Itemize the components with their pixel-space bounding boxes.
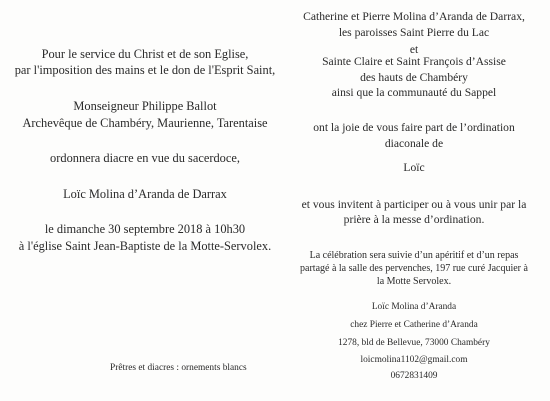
- announcer-parish-2: Sainte Claire et Saint François d’Assise: [322, 55, 506, 68]
- contact-phone: 0672831409: [390, 371, 438, 381]
- reception-line-1: La célébration sera suivie d’un apéritif et d’un repas: [309, 250, 519, 261]
- announcer-parents: Catherine et Pierre Molina d’Aranda de Darrax,: [303, 10, 525, 23]
- reception-line-3: la Motte Servolex.: [376, 276, 452, 287]
- contact-name: Loïc Molina d’Aranda: [371, 302, 457, 312]
- ordinand-first-name: Loïc: [403, 161, 425, 174]
- announcer-conjunction: et: [409, 43, 419, 56]
- ceremony-date: le dimanche 30 septembre 2018 à 10h30: [44, 222, 246, 236]
- announcer-parish-1: les paroisses Saint Pierre du Lac: [338, 26, 490, 39]
- ordinand-name: Loïc Molina d’Aranda de Darrax: [63, 187, 227, 201]
- intro-line-2: par l'imposition des mains et le don de l'Esprit Saint,: [14, 63, 276, 77]
- bishop-name: Monseigneur Philippe Ballot: [73, 99, 217, 113]
- announcement-line-2: diaconale de: [384, 137, 444, 150]
- right-panel: [278, 0, 550, 401]
- contact-care-of: chez Pierre et Catherine d’Aranda: [350, 320, 478, 330]
- ordination-statement: ordonnera diacre en vue du sacerdoce,: [50, 151, 240, 165]
- invitation-line-1: et vous invitent à participer ou à vous unir par la: [301, 198, 527, 211]
- contact-address: 1278, bld de Bellevue, 73000 Chambéry: [338, 338, 490, 348]
- announcer-parish-2-place: des hauts de Chambéry: [360, 71, 468, 84]
- ceremony-place: à l'église Saint Jean-Baptiste de la Motte-Servolex.: [18, 239, 272, 253]
- intro-line-1: Pour le service du Christ et de son Eglise,: [41, 47, 249, 61]
- reception-line-2: partagé à la salle des pervenches, 197 rue curé Jacquier à: [300, 263, 528, 274]
- announcer-community: ainsi que la communauté du Sappel: [331, 86, 497, 99]
- invitation-line-2: prière à la messe d’ordination.: [343, 213, 485, 226]
- bishop-title: Archevêque de Chambéry, Maurienne, Tarentaise: [22, 116, 268, 130]
- announcement-line-1: ont la joie de vous faire part de l’ordination: [313, 121, 515, 134]
- contact-email: loicmolina1102@gmail.com: [360, 355, 468, 365]
- vestments-note: Prêtres et diacres : ornements blancs: [110, 363, 247, 373]
